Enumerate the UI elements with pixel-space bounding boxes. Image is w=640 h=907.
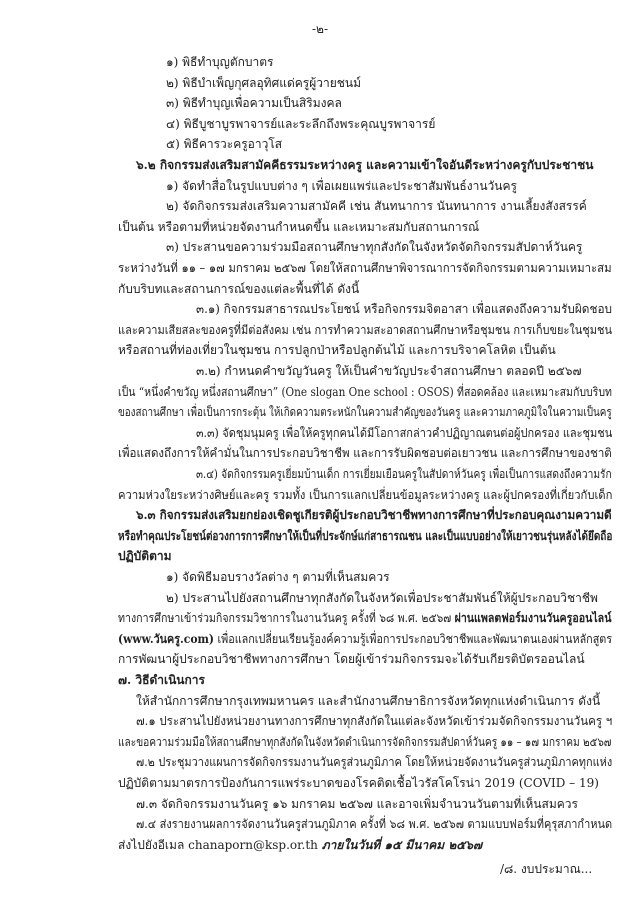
s62-3-3-line-1: ๓.๓) จัดชุมนุมครู เพื่อให้ครูทุกคนได้มีโอกาสกล่าวคำปฏิญาณตนต่อผู้ปกครอง และชุมชน xyxy=(196,425,613,440)
ceremony-item-4: ๔) พิธีบูชาบูรพาจารย์และระลึกถึงพระคุณบูรพาจารย์ xyxy=(166,116,436,131)
s63-item-2-line-3 xyxy=(118,631,612,647)
s7-4-line-1 xyxy=(136,816,612,832)
s62-3-4-line-1: ๓.๔) จัดกิจกรรมครูเยี่ยมบ้านเด็ก การเยี่ยมเยือนครูในสัปดาห์วันครู เพื่อเป็นการแสดงถึงความรัก xyxy=(196,467,612,481)
s62-3-1-line-3: หรือสถานที่ท่องเที่ยวในชุมชน การปลูกป่าหรือปลูกต้นไม้ และการบริจาคโลหิต เป็นต้น xyxy=(118,343,556,358)
s7-2-line-2: ปฏิบัติตามมาตรการป้องกันการแพร่ระบาดของโรคติดเชื้อไวรัสโคโรน่า 2019 (COVID – 19) xyxy=(118,776,599,790)
s62-item-2-line-1: ๒) จัดกิจกรรมส่งเสริมความสามัคคี เช่น สันทนาการ นันทนาการ งานเลี้ยงสังสรรค์ xyxy=(166,199,587,214)
s63-item-2-line-1: ๒) ประสานไปยังสถานศึกษาทุกสังกัดในจังหวัดเพื่อประชาสัมพันธ์ให้ผู้ประกอบวิชาชีพ xyxy=(166,590,598,605)
deadline-label: ภายในวันที่ ๑๕ มีนาคม ๒๕๖๗ xyxy=(321,837,482,852)
s63-item-2-line-2-text: ทางการศึกษาเข้าร่วมกิจกรรมวิชาการในงานวันครู ครั้งที่ ๖๘ พ.ศ. ๒๕๖๗ xyxy=(118,611,455,626)
ceremony-item-1: ๑) พิธีทำบุญตักบาตร xyxy=(166,55,274,69)
email-line-text: ส่งไปยังอีเมล chanaporn@ksp.or.th xyxy=(118,837,322,852)
page-number: -๒- xyxy=(311,22,329,36)
s7-4-line-1-text: ๗.๔ ส่งรายงานผลการจัดงานวันครูส่วนภูมิภาค ครั้งที่ ๖๘ พ.ศ. ๒๕๖๗ ตามแบบฟอร์มที่คุรุสภากำหนด xyxy=(136,817,613,832)
s62-3-4-line-2: ความห่วงใยระหว่างศิษย์และครู รวมทั้ง เป็นการแลกเปลี่ยนข้อมูลระหว่างครู และผู้ปกครองที่เกี่ยวกับเด็ก xyxy=(118,487,613,502)
s62-3-2-line-2: เป็น “หนึ่งคำขวัญ หนึ่งสถานศึกษา” (One slogan One school : OSOS) ที่สอดคล้อง และเหมาะสมกับบริบท xyxy=(118,384,612,399)
s62-item-3-line-1: ๓) ประสานขอความร่วมมือสถานศึกษาทุกสังกัดในจังหวัดจัดกิจกรรมสัปดาห์วันครู xyxy=(166,240,583,255)
s63-item-2-line-4: การพัฒนาผู้ประกอบวิชาชีพทางการศึกษา โดยผู้เข้าร่วมกิจกรรมจะได้รับเกียรติบัตรออนไลน์ xyxy=(118,652,585,667)
section-6-2-heading: ๖.๒ กิจกรรมส่งเสริมสามัคคีธรรมระหว่างครู และความเข้าใจอันดีระหว่างครูกับประชาชน xyxy=(136,158,594,172)
s62-3-3-line-2: เพื่อแสดงถึงการให้คำมั่นในการประกอบวิชาชีพ และการรับผิดชอบต่อเยาวชน และการศึกษาของชาติ xyxy=(118,446,612,461)
section-7-intro: ให้สำนักการศึกษากรุงเทพมหานคร และสำนักงานศึกษาธิการจังหวัดทุกแห่งดำเนินการ ดังนี้ xyxy=(136,693,601,708)
s62-3-2-line-1: ๓.๒) กำหนดคำขวัญวันครู ให้เป็นคำขวัญประจำสถานศึกษา ตลอดปี ๒๕๖๗ xyxy=(196,364,582,378)
online-platform-label: ผ่านแพลตฟอร์มงานวันครูออนไลน์ xyxy=(454,611,612,626)
s63-item-1: ๑) จัดพิธีมอบรางวัลต่าง ๆ ตามที่เห็นสมควร xyxy=(166,570,390,584)
s62-item-3-line-2: ระหว่างวันที่ ๑๑ – ๑๗ มกราคม ๒๕๖๗ โดยให้สถานศึกษาพิจารณาการจัดกิจกรรมตามความเหมาะสม xyxy=(118,261,612,275)
continuation-note-text: /๘. งบประมาณ... xyxy=(500,862,593,877)
section-6-3-heading-line-1: ๖.๓ กิจกรรมส่งเสริมยกย่องเชิดชูเกียรติผู้ประกอบวิชาชีพทางการศึกษาที่ประกอบคุณงามความดี xyxy=(136,508,612,523)
ceremony-item-2: ๒) พิธีบำเพ็ญกุศลอุทิศแด่ครูผู้วายชนม์ xyxy=(166,75,361,90)
section-6-3-heading-line-2: หรือทำคุณประโยชน์ต่อวงการการศึกษาให้เป็นที่ประจักษ์แก่สาธารณชน และเป็นแบบอย่างให้เยาวชนรุ่นหลังได้ยึดถือ xyxy=(118,528,613,543)
s7-3: ๗.๓ จัดกิจกรรมงานวันครู ๑๖ มกราคม ๒๕๖๗ และอาจเพิ่มจำนวนวันตามที่เห็นสมควร xyxy=(136,796,578,811)
s62-item-1: ๑) จัดทำสื่อในรูปแบบต่าง ๆ เพื่อเผยแพร่และประชาสัมพันธ์งานวันครู xyxy=(166,178,517,193)
section-7-heading: ๗. วิธีดำเนินการ xyxy=(118,673,205,687)
s63-item-2-line-3-text: เพื่อแลกเปลี่ยนเรียนรู้องค์ความรู้เพื่อการประกอบวิชาชีพและพัฒนาตนเองผ่านหลักสูตร xyxy=(214,631,613,646)
ceremony-item-3: ๓) พิธีทำบุญเพื่อความเป็นสิริมงคล xyxy=(166,96,342,111)
s62-3-1-line-2: และความเสียสละของครูที่มีต่อสังคม เช่น การทำความสะอาดสถานศึกษาหรือชุมชน การเก็บขยะในชุมชน xyxy=(118,322,613,337)
s7-2-line-1: ๗.๒ ประชุมวางแผนการจัดกิจกรรมงานวันครูส่วนภูมิภาค โดยให้หน่วยจัดงานวันครูส่วนภูมิภาคทุกแห่ง xyxy=(136,755,613,770)
ceremony-item-5: ๕) พิธีคารวะครูอาวุโส xyxy=(166,137,283,152)
s7-1-line-1: ๗.๑ ประสานไปยังหน่วยงานทางการศึกษาทุกสังกัดในแต่ละจังหวัดเข้าร่วมจัดกิจกรรมงานวันครู ฯ xyxy=(136,714,613,729)
s62-3-1-line-1: ๓.๑) กิจกรรมสาธารณประโยชน์ หรือกิจกรรมจิตอาสา เพื่อแสดงถึงความรับผิดชอบ xyxy=(196,302,613,317)
s7-1-line-2: และขอความร่วมมือให้สถานศึกษาทุกสังกัดในจังหวัดดำเนินการจัดกิจกรรมสัปดาห์วันครู ๑๑ – ๑๗ มกราคม ๒๕๖๗ xyxy=(118,734,612,749)
website-link[interactable]: (www.วันครู.com) xyxy=(118,631,215,646)
s62-item-3-line-3: กับบริบทและสถานการณ์ของแต่ละพื้นที่ได้ ดังนี้ xyxy=(118,281,360,296)
s63-item-2-line-2 xyxy=(118,610,611,626)
s62-3-2-line-3: ของสถานศึกษา เพื่อเป็นการกระตุ้น ให้เกิดความตระหนักในความสำคัญของวันครู และความภาคภูมิใจในความเป็นครู xyxy=(118,405,612,420)
s62-item-2-line-2: เป็นต้น หรือตามที่หน่วยจัดงานกำหนดขึ้น และเหมาะสมกับสถานการณ์ xyxy=(118,219,480,234)
section-6-3-heading-line-3: ปฏิบัติตาม xyxy=(118,549,172,564)
continuation-note xyxy=(500,861,592,877)
s7-4-line-2 xyxy=(118,837,482,853)
